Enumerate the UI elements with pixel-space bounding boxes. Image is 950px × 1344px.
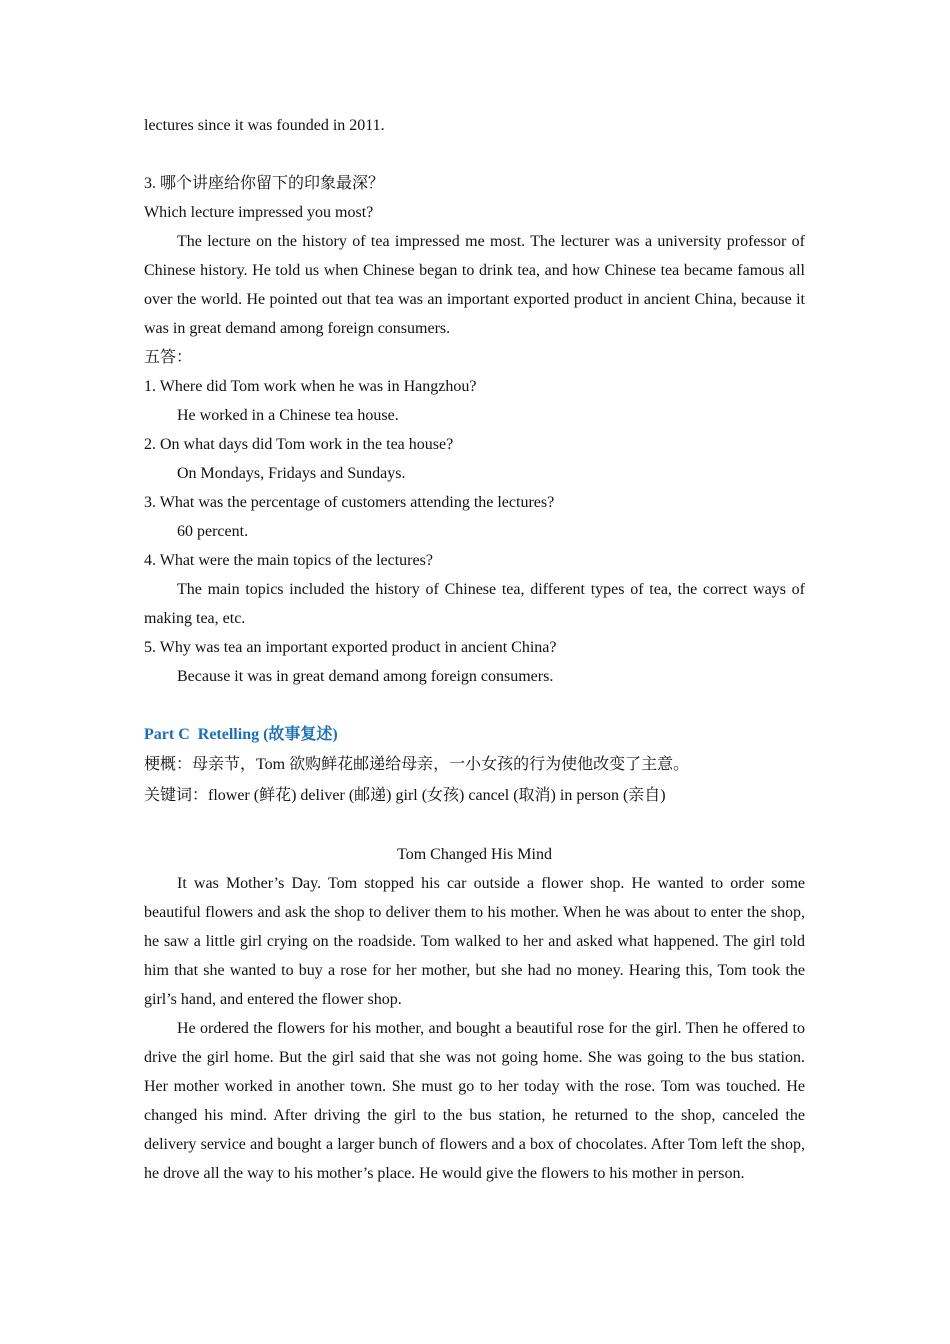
story-summary: 梗概：母亲节，Tom 欲购鲜花邮递给母亲，一小女孩的行为使他改变了主意。 [144, 756, 690, 773]
part-c-label: Part C [144, 726, 190, 743]
story-title: Tom Changed His Mind [397, 846, 552, 863]
question-3-answer: The lecture on the history of tea impressed me most. The lecturer was a university professor of Chinese history. He told us when Chinese began to drink tea, and how Chinese tea became famous all over the world. He pointed out that tea was an important exported product in ancient China, because it was in great demand among foreign consumers. [144, 233, 805, 337]
story-keywords: 关键词：flower (鲜花) deliver (邮递) girl (女孩) cancel (取消) in person (亲自) [144, 787, 666, 804]
section-five-heading: 五答： [144, 349, 193, 366]
qa-answer-5: Because it was in great demand among foreign consumers. [177, 668, 554, 685]
qa-question-4: 4. What were the main topics of the lectures? [144, 552, 433, 569]
spacer [144, 691, 805, 720]
intro-line: lectures since it was founded in 2011. [144, 117, 385, 134]
spacer [144, 811, 805, 840]
spacer [144, 140, 805, 169]
qa-answer-4: The main topics included the history of Chinese tea, different types of tea, the correct ways of making tea, etc. [144, 581, 805, 627]
document-page [144, 111, 805, 1188]
story-paragraph-2: He ordered the flowers for his mother, and bought a beautiful rose for the girl. Then he offered to drive the girl home. But the girl said that she was not going home. She was going to the bus station. Her mother worked in another town. She must go to her today with the rose. Tom was touched. He changed his mind. After driving the girl to the bus station, he returned to the shop, canceled the delivery service and bought a larger bunch of flowers and a box of chocolates. After Tom left the shop, he drove all the way to his mother’s place. He would give the flowers to his mother in person. [144, 1020, 805, 1182]
question-3-english: Which lecture impressed you most? [144, 204, 374, 221]
qa-answer-2: On Mondays, Fridays and Sundays. [177, 465, 406, 482]
part-c-title: Retelling (故事复述) [197, 726, 338, 743]
part-c-heading [144, 720, 805, 749]
qa-question-1: 1. Where did Tom work when he was in Hangzhou? [144, 378, 477, 395]
story-paragraph-1: It was Mother’s Day. Tom stopped his car outside a flower shop. He wanted to order some beautiful flowers and ask the shop to deliver them to his mother. When he was about to enter the shop, he saw a little girl crying on the roadside. Tom walked to her and asked what happened. The girl told him that she wanted to buy a rose for her mother, but she had no money. Hearing this, Tom took the girl’s hand, and entered the flower shop. [144, 875, 805, 1008]
qa-question-2: 2. On what days did Tom work in the tea house? [144, 436, 454, 453]
qa-answer-1: He worked in a Chinese tea house. [177, 407, 399, 424]
qa-question-5: 5. Why was tea an important exported product in ancient China? [144, 639, 557, 656]
qa-question-3: 3. What was the percentage of customers attending the lectures? [144, 494, 555, 511]
question-3-chinese: 3. 哪个讲座给你留下的印象最深？ [144, 175, 385, 192]
qa-answer-3: 60 percent. [177, 523, 249, 540]
